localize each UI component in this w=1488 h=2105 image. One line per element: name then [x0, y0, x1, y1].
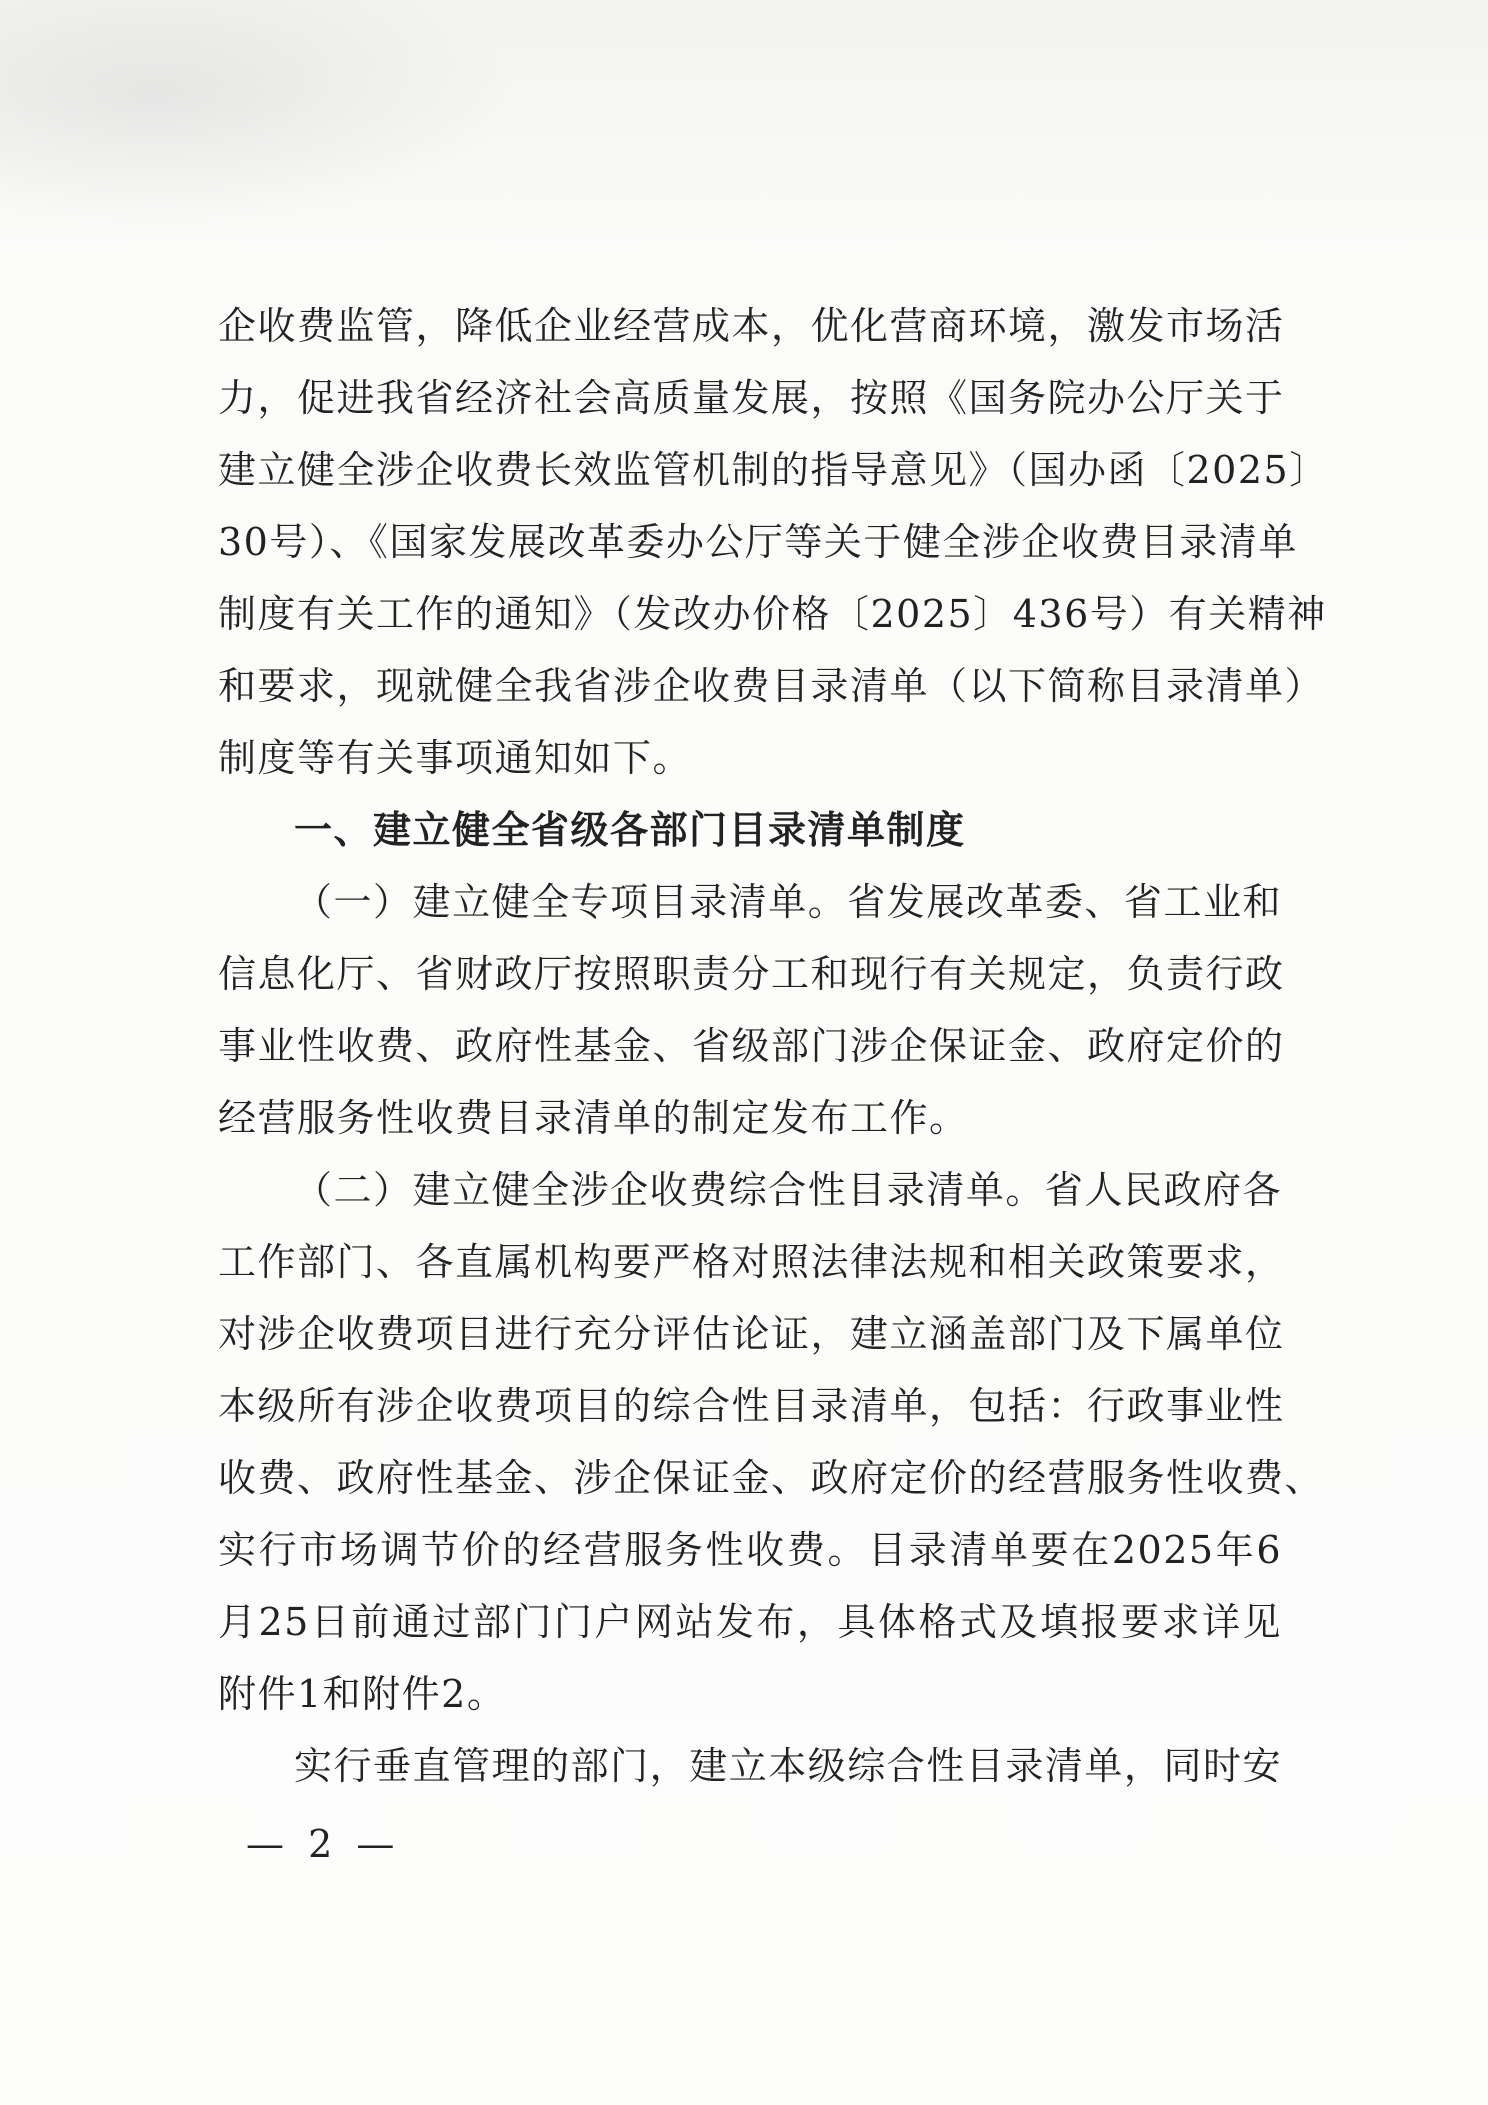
text-line: （一）建立健全专项目录清单。省发展改革委、省工业和 [294, 880, 1282, 924]
text-line: 和要求，现就健全我省涉企收费目录清单（以下简称目录清单） [218, 664, 1325, 708]
text-line: 收费、政府性基金、涉企保证金、政府定价的经营服务性收费、 [218, 1456, 1325, 1500]
body-text [218, 290, 1329, 1802]
text-line: 力，促进我省经济社会高质量发展，按照《国务院办公厅关于 [218, 376, 1285, 420]
text-line: 本级所有涉企收费项目的综合性目录清单，包括：行政事业性 [218, 1384, 1285, 1428]
text-line: 建立健全涉企收费长效监管机制的指导意见》（国办函〔2025〕 [218, 448, 1329, 492]
text-line: 制度有关工作的通知》（发改办价格〔2025〕436号）有关精神 [218, 592, 1327, 636]
text-line: 经营服务性收费目录清单的制定发布工作。 [218, 1096, 969, 1140]
text-line: 信息化厅、省财政厅按照职责分工和现行有关规定，负责行政 [218, 952, 1285, 996]
text-line: 制度等有关事项通知如下。 [218, 736, 693, 780]
text-line: 月25日前通过部门门户网站发布，具体格式及填报要求详见 [218, 1600, 1282, 1644]
text-line: 工作部门、各直属机构要严格对照法律法规和相关政策要求， [218, 1240, 1285, 1284]
text-line: 附件1和附件2。 [218, 1672, 507, 1716]
text-line: 实行垂直管理的部门，建立本级综合性目录清单，同时安 [294, 1744, 1282, 1788]
text-line: 实行市场调节价的经营服务性收费。目录清单要在2025年6 [218, 1528, 1282, 1572]
page-number: — 2 — [246, 1822, 401, 1866]
text-line: 事业性收费、政府性基金、省级部门涉企保证金、政府定价的 [218, 1024, 1285, 1068]
scan-artifact [0, 0, 520, 230]
text-line: （二）建立健全涉企收费综合性目录清单。省人民政府各 [294, 1168, 1282, 1212]
text-line: 对涉企收费项目进行充分评估论证，建立涵盖部门及下属单位 [218, 1312, 1285, 1356]
text-line: 30号）、《国家发展改革委办公厅等关于健全涉企收费目录清单 [218, 520, 1298, 564]
text-line: 企收费监管，降低企业经营成本，优化营商环境，激发市场活 [218, 304, 1285, 348]
section-heading: 一、建立健全省级各部门目录清单制度 [294, 808, 966, 852]
